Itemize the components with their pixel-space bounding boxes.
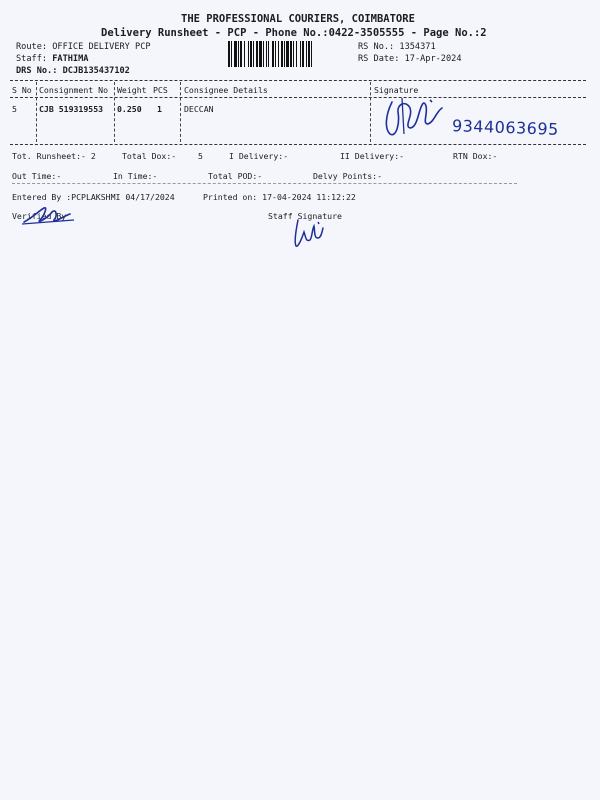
header-consignment: Consignment No <box>39 85 109 95</box>
total-dox-label: Total Dox:- <box>122 151 177 161</box>
table-header-rule <box>10 97 586 98</box>
in-time: In Time:- <box>113 171 158 181</box>
header-weight: Weight <box>117 85 147 95</box>
verifier-signature <box>18 202 78 228</box>
verified-by-label: Verified By <box>12 211 67 221</box>
row-sno: 5 <box>12 104 17 114</box>
runsheet-subtitle: Delivery Runsheet - PCP - Phone No.:0422-3505555 - Page No.:2 <box>101 27 487 39</box>
route-line <box>16 42 151 52</box>
rs-no-line <box>358 42 436 52</box>
tot-runsheet: Tot. Runsheet:- 2 <box>12 151 96 161</box>
row-pcs: 1 <box>157 104 162 114</box>
ii-delivery: II Delivery:- <box>340 151 405 161</box>
summary-underline <box>12 183 517 184</box>
rs-date-line <box>358 54 462 64</box>
drs-label: DRS No.: <box>16 66 58 76</box>
out-time: Out Time:- <box>12 171 62 181</box>
i-delivery: I Delivery:- <box>229 151 289 161</box>
staff-line <box>16 54 88 64</box>
delvy-points: Delvy Points:- <box>313 171 383 181</box>
rtn-dox: RTN Dox:- <box>453 151 498 161</box>
header-sno: S No <box>12 85 32 95</box>
barcode-bar <box>312 41 315 67</box>
row-consignment: CJB 519319553 <box>39 104 104 114</box>
drs-barcode <box>228 41 352 67</box>
header-signature: Signature <box>374 85 419 95</box>
staff-signature <box>288 216 328 250</box>
total-dox-value: 5 <box>198 151 203 161</box>
printed-on: Printed on: 17-04-2024 11:12:22 <box>203 192 356 202</box>
route-value: OFFICE DELIVERY PCP <box>52 42 151 52</box>
drs-value: DCJB135437102 <box>62 66 130 76</box>
rs-no-value: 1354371 <box>399 42 436 52</box>
table-top-rule <box>10 80 586 81</box>
entered-by: Entered By :PCPLAKSHMI 04/17/2024 <box>12 192 175 202</box>
rs-date-label: RS Date: <box>358 54 400 64</box>
drs-line <box>16 66 130 76</box>
col-sep <box>36 82 37 142</box>
rs-date-value: 17-Apr-2024 <box>404 54 462 64</box>
staff-signature-label: Staff Signature <box>268 211 342 221</box>
col-sep <box>180 82 181 142</box>
handwritten-phone: 9344063695 <box>451 116 560 139</box>
col-sep <box>114 82 115 142</box>
total-pod: Total POD:- <box>208 171 263 181</box>
row-weight: 0.250 <box>117 104 142 114</box>
header-consignee: Consignee Details <box>184 85 268 95</box>
row-consignee: DECCAN <box>184 104 214 114</box>
staff-label: Staff: <box>16 54 48 64</box>
route-label: Route: <box>16 42 48 52</box>
col-sep <box>370 82 371 142</box>
receiver-signature <box>380 94 452 140</box>
staff-value: FATHIMA <box>52 54 89 64</box>
company-title: THE PROFESSIONAL COURIERS, COIMBATORE <box>181 13 415 25</box>
header-pcs: PCS <box>153 85 168 95</box>
rs-no-label: RS No.: <box>358 42 395 52</box>
table-bottom-rule <box>10 144 586 145</box>
